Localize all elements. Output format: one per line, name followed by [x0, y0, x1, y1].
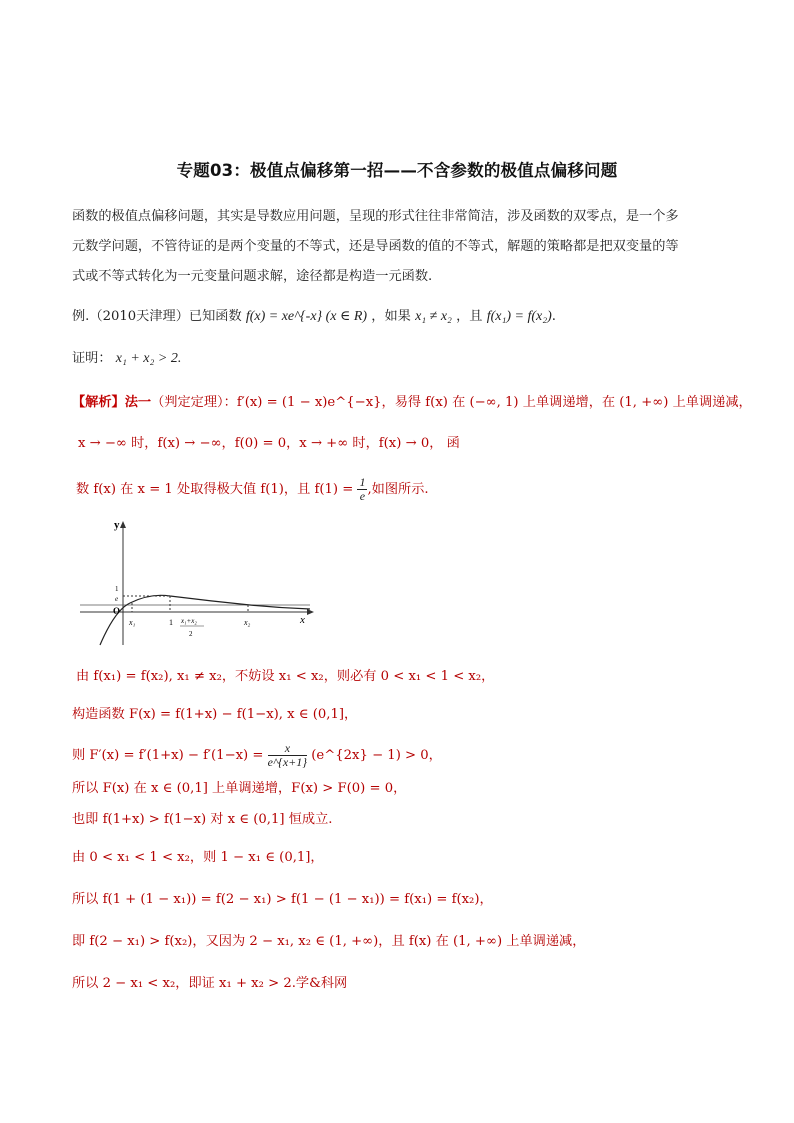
- step-3-fraction: [268, 742, 307, 769]
- solution-tag: 【解析】: [72, 395, 125, 410]
- example-condition-1: x₁ ≠ x₂: [415, 309, 452, 324]
- step-3-numerator: x: [268, 742, 307, 756]
- y-tick-label: 1: [115, 585, 119, 593]
- solution-line-3-post: ,如图所示.: [367, 482, 429, 497]
- x2-label: x₂: [244, 618, 251, 627]
- y-axis-arrow: [120, 521, 126, 528]
- prove-label: 证明：: [72, 351, 112, 366]
- solution-line-3: [76, 476, 736, 503]
- midpoint-denominator: 2: [189, 630, 193, 638]
- step-3-text: 则 F′(x) = f′(1+x) − f′(1−x) =: [72, 748, 268, 763]
- step-4: 所以 F(x) 在 x ∈ (0,1] 上单调递增，F(x) > F(0) = 0，: [72, 781, 407, 796]
- step-8: 即 f(2 − x₁) > f(x₂)，又因为 2 − x₁, x₂ ∈ (1, +∞)，且 f(x) 在 (1, +∞) 上单调递减，: [72, 934, 586, 949]
- step-2: 构造函数 F(x) = f(1+x) − f(1−x), x ∈ (0,1]，: [72, 707, 358, 722]
- example-end: .: [551, 309, 556, 324]
- y-tick-denominator: e: [115, 595, 119, 603]
- step-3-post: (e^{2x} − 1) > 0，: [311, 748, 442, 763]
- step-3: [72, 742, 732, 769]
- one-label: 1: [169, 618, 173, 627]
- example-mid2: ，且: [456, 309, 483, 324]
- origin-label: O: [113, 606, 121, 616]
- step-9: 所以 2 − x₁ < x₂，即证 x₁ + x₂ > 2.学&科网: [72, 976, 348, 991]
- intro-line-1: 函数的极值点偏移问题，其实是导数应用问题，呈现的形式往往非常简洁，涉及函数的双零点，是一个多: [72, 209, 679, 224]
- example-mid: ，如果: [371, 309, 411, 324]
- example-function: f(x) = xe^{-x} (x ∈ R): [245, 309, 368, 324]
- step-7: 所以 f(1 + (1 − x₁)) = f(2 − x₁) > f(1 − (1 − x₁)) = f(x₁) = f(x₂)，: [72, 892, 493, 907]
- example-condition-2: f(x₁) = f(x₂): [486, 309, 552, 324]
- solution-line-2: x → −∞ 时，f(x) → −∞，f(0) = 0，x → +∞ 时，f(x) → 0， 函: [78, 436, 460, 451]
- fraction-denominator: e: [359, 489, 366, 503]
- one-over-e-fraction: [357, 476, 367, 503]
- step-1: 由 f(x₁) = f(x₂), x₁ ≠ x₂，不妨设 x₁ < x₂，则必有 0 < x₁ < 1 < x₂，: [76, 669, 495, 684]
- example-line: [72, 308, 732, 326]
- x1-label: x₁: [129, 618, 136, 627]
- example-prefix: 例.（2010天津理）已知函数: [72, 309, 242, 324]
- step-6: 由 0 < x₁ < 1 < x₂，则 1 − x₁ ∈ (0,1]，: [72, 850, 324, 865]
- x-axis-arrow: [307, 609, 314, 615]
- intro-line-3: 式或不等式转化为一元变量问题求解，途径都是构造一元函数.: [72, 269, 433, 284]
- y-label: y: [114, 519, 120, 531]
- page-title: 专题03：极值点偏移第一招——不含参数的极值点偏移问题: [176, 161, 618, 180]
- midpoint-numerator: x₁+x₂: [181, 617, 197, 625]
- step-3-denominator: e^{x+1}: [267, 755, 308, 769]
- intro-line-2: 元数学问题，不管待证的是两个变量的不等式，还是导函数的值的不等式，解题的策略都是把双变量的等: [72, 239, 679, 254]
- prove-statement: x₁ + x₂ > 2.: [115, 351, 182, 366]
- solution-method: 法一: [124, 395, 152, 410]
- solution-line-1-text: （判定定理）：f′(x) = (1 − x)e^{−x}，易得 f(x) 在 (−∞, 1) 上单调递增，在 (1, +∞) 上单调递减，: [151, 395, 752, 410]
- prove-line: [72, 350, 732, 368]
- fraction-numerator: 1: [359, 475, 366, 489]
- x-label: x: [300, 614, 305, 626]
- solution-line-3-pre: 数 f(x) 在 x = 1 处取得极大值 f(1)，且 f(1) =: [76, 482, 354, 497]
- step-5: 也即 f(1+x) > f(1−x) 对 x ∈ (0,1] 恒成立.: [72, 812, 333, 827]
- solution-line-1: [72, 394, 752, 412]
- function-graph: [70, 515, 330, 650]
